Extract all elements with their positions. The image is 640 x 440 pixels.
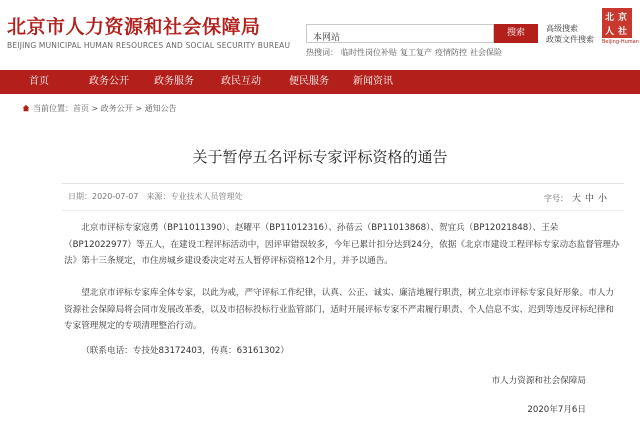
article-date: 日期：2020-07-07: [68, 192, 139, 201]
emblem-glyph: 人: [605, 27, 615, 37]
hot-word-link[interactable]: 社会保险: [470, 48, 502, 57]
breadcrumb-label: 当前位置：: [33, 104, 73, 113]
nav-item-news[interactable]: 新闻资讯: [353, 76, 393, 87]
emblem-caption: Beijing-Human: [602, 39, 639, 45]
font-size-label: 字号：: [544, 194, 568, 203]
advanced-search-links: [546, 23, 594, 45]
article-signature: 市人力资源和社会保障局: [491, 376, 586, 386]
site-header: [0, 0, 640, 66]
font-size-small-button[interactable]: 小: [598, 194, 608, 204]
hot-word-link[interactable]: 复工复产: [400, 48, 432, 57]
bureau-emblem: [602, 8, 639, 45]
advanced-search-link[interactable]: 高级搜索: [546, 24, 578, 33]
font-size-large-button[interactable]: 大: [572, 194, 582, 204]
article-paragraph: 望北京市评标专家库全体专家，以此为戒，严守评标工作纪律，认真、公正、诚实、廉洁地履行职责，树立北京市评标专家良好形象。市人力资源社会保障局将会同市发展改革委，以及市招标投标行业监管部门，适时开展评标专家不严肃履行职责、个人信息不实、迟到等违反评标纪律和专家管理规定的专项清理整治行动。: [64, 288, 615, 331]
article-paragraph: （联系电话：专技处83172403，传真：63161302）: [81, 346, 289, 356]
search-input[interactable]: [307, 28, 493, 45]
meta-divider: [62, 210, 624, 211]
emblem-seal: [602, 8, 632, 38]
site-logo-subtitle: BEIJING MUNICIPAL HUMAN RESOURCES AND SOCIAL SECURITY BUREAU: [7, 41, 291, 50]
emblem-glyph: 北: [605, 13, 615, 23]
main-nav: [0, 70, 640, 94]
breadcrumb-item-home[interactable]: 首页: [73, 104, 89, 113]
site-logo-title[interactable]: 北京市人力资源和社会保障局: [7, 16, 261, 38]
font-size-switcher: [540, 191, 607, 204]
article-paragraph: 北京市评标专家寇勇（BP11011390）、赵曜平（BP11012316）、孙蓓云（BP11013868）、贺宜兵（BP12021848）、王朵（BP12022977）等五人，在建设工程评标活动中，因评审错误较多，今年已累计扣分达到24分，依据《北京市建设工程评标专家动态监督管理办法》第十三条规定，市住房城乡建设委决定对五人暂停评标资格12个月，并予以通告。: [64, 223, 620, 266]
font-size-medium-button[interactable]: 中: [585, 194, 595, 204]
article-title: 关于暂停五名评标专家评标资格的通告: [192, 148, 448, 166]
emblem-glyph: 京: [618, 13, 628, 23]
hot-search-label: 热搜词：: [306, 48, 338, 57]
document-search-link[interactable]: 政策文件搜索: [546, 35, 594, 44]
search-box: [306, 24, 494, 43]
breadcrumb: [22, 103, 177, 114]
breadcrumb-item-government-affairs[interactable]: 政务公开: [100, 104, 133, 113]
breadcrumb-separator: >: [132, 104, 145, 113]
nav-item-home[interactable]: 首页: [29, 76, 49, 87]
breadcrumb-item-notices[interactable]: 通知公告: [144, 104, 177, 113]
article-sign-date: 2020年7月6日: [527, 405, 586, 415]
search-button[interactable]: 搜索: [494, 24, 538, 43]
home-icon: [22, 104, 30, 112]
hot-search: [306, 47, 505, 58]
title-divider: [62, 183, 624, 184]
breadcrumb-separator: >: [89, 104, 101, 113]
nav-item-government-affairs[interactable]: 政务公开: [89, 76, 129, 87]
nav-item-interaction[interactable]: 政民互动: [221, 76, 261, 87]
hot-word-link[interactable]: 疫情防控: [435, 48, 467, 57]
nav-item-government-services[interactable]: 政务服务: [154, 76, 194, 87]
emblem-glyph: 社: [618, 27, 628, 37]
article-meta: [68, 191, 251, 202]
nav-item-public-services[interactable]: 便民服务: [289, 76, 329, 87]
article-source: 来源：专业技术人员管理处: [146, 192, 243, 201]
hot-word-link[interactable]: 临时性岗位补贴: [341, 48, 397, 57]
